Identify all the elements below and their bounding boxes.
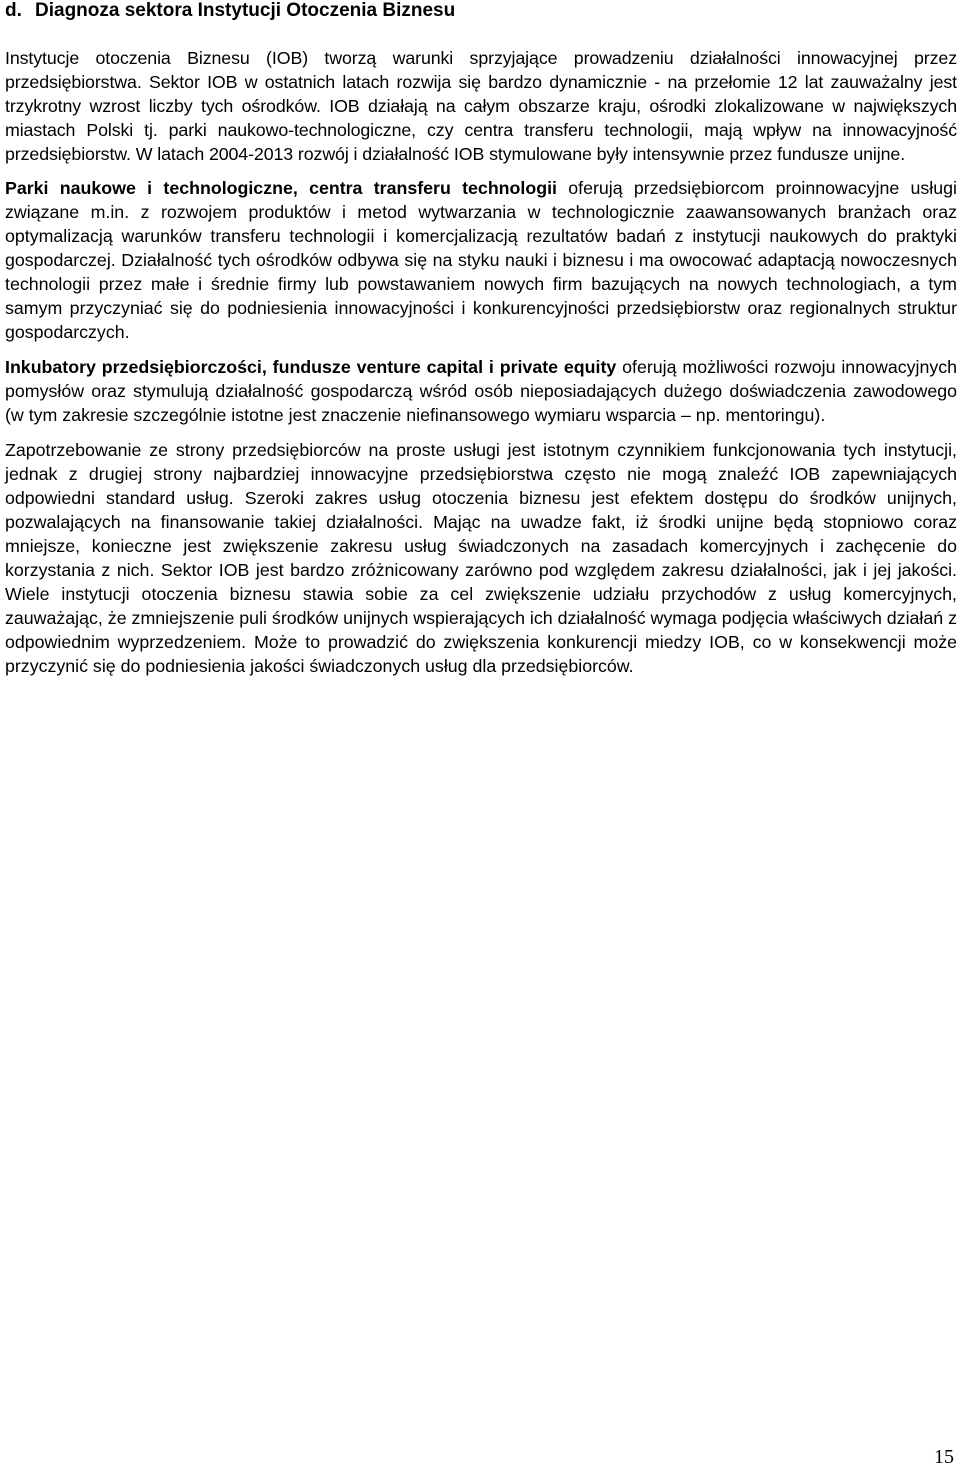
section-title: Diagnoza sektora Instytucji Otoczenia Biznesu — [35, 0, 456, 21]
document-page — [5, 0, 957, 678]
paragraph-iob-intro: Instytucje otoczenia Biznesu (IOB) tworzą warunki sprzyjające prowadzeniu działalności innowacyjnej przez przedsiębiorstwa. Sektor IOB w ostatnich latach rozwija się bardzo dynamicznie - na przełomie 12 lat zauważalny jest trzykrotny wzrost liczby tych ośrodków. IOB działają na całym obszarze kraju, ośrodki zlokalizowane w największych miastach Polski tj. parki naukowo-technologiczne, czy centra transferu technologii, mają wpływ na innowacyjność przedsiębiorstw. W latach 2004-2013 rozwój i działalność IOB stymulowane były intensywnie przez fundusze unijne. — [5, 48, 957, 164]
paragraph-demand: Zapotrzebowanie ze strony przedsiębiorców na proste usługi jest istotnym czynnikiem funkcjonowania tych instytucji, jednak z drugiej strony najbardziej innowacyjne przedsiębiorstwa często nie mogą znaleźć IOB zapewniających odpowiedni standard usług. Szeroki zakres usług otoczenia biznesu jest efektem dostępu do środków unijnych, pozwalających na finansowanie takiej działalności. Mając na uwadze fakt, iż środki unijne będą stopniowo coraz mniejsze, konieczne jest zwiększenie zakresu usług świadczonych na zasadach komercyjnych i zachęcenie do korzystania z nich. Sektor IOB jest bardzo zróżnicowany zarówno pod względem zakresu działalności, jak i jej jakości. Wiele instytucji otoczenia biznesu stawia sobie za cel zwiększenie udziału przychodów z usług komercyjnych, zauważając, że zmniejszenie puli środków unijnych wspierających ich działalność wymaga podjęcia właściwych działań z odpowiednim wyprzedzeniem. Może to prowadzić do zwiększenia konkurencji miedzy IOB, co w konsekwencji może przyczynić się do podniesienia jakości świadczonych usług dla przedsiębiorców. — [5, 440, 957, 676]
section-number: d. — [5, 0, 22, 21]
paragraph-science-parks-body: oferują przedsiębiorcom proinnowacyjne usługi związane m.in. z rozwojem produktów i metod wytwarzania w technologicznie zaawansowanych branżach oraz optymalizacją warunków transferu technologii i komercjalizacją rezultatów badań z instytucji naukowych do praktyki gospodarczej. Działalność tych ośrodków odbywa się na styku nauki i biznesu i ma owocować adaptacją nowoczesnych technologii przez małe i średnie firmy lub powstawaniem nowych firm bazujących na nowych technologiach, a tym samym przyczyniać się do podniesienia innowacyjności i konkurencyjności przedsiębiorstw oraz regionalnych struktur gospodarczych. — [5, 178, 957, 342]
page-number: 15 — [934, 1446, 954, 1468]
paragraph-incubators-body: oferują możliwości rozwoju innowacyjnych pomysłów oraz stymulują działalność gospodarczą wśród osób nieposiadających dużego doświadczenia zawodowego (w tym zakresie szczególnie istotne jest znaczenie niefinansowego wymiaru wsparcia – np. mentoringu). — [5, 357, 957, 425]
paragraph-science-parks — [5, 176, 957, 344]
paragraph-incubators — [5, 355, 957, 427]
section-heading — [5, 0, 957, 22]
paragraph-science-parks-lead: Parki naukowe i technologiczne, centra transferu technologii — [5, 178, 557, 198]
paragraph-incubators-lead: Inkubatory przedsiębiorczości, fundusze venture capital i private equity — [5, 357, 617, 377]
